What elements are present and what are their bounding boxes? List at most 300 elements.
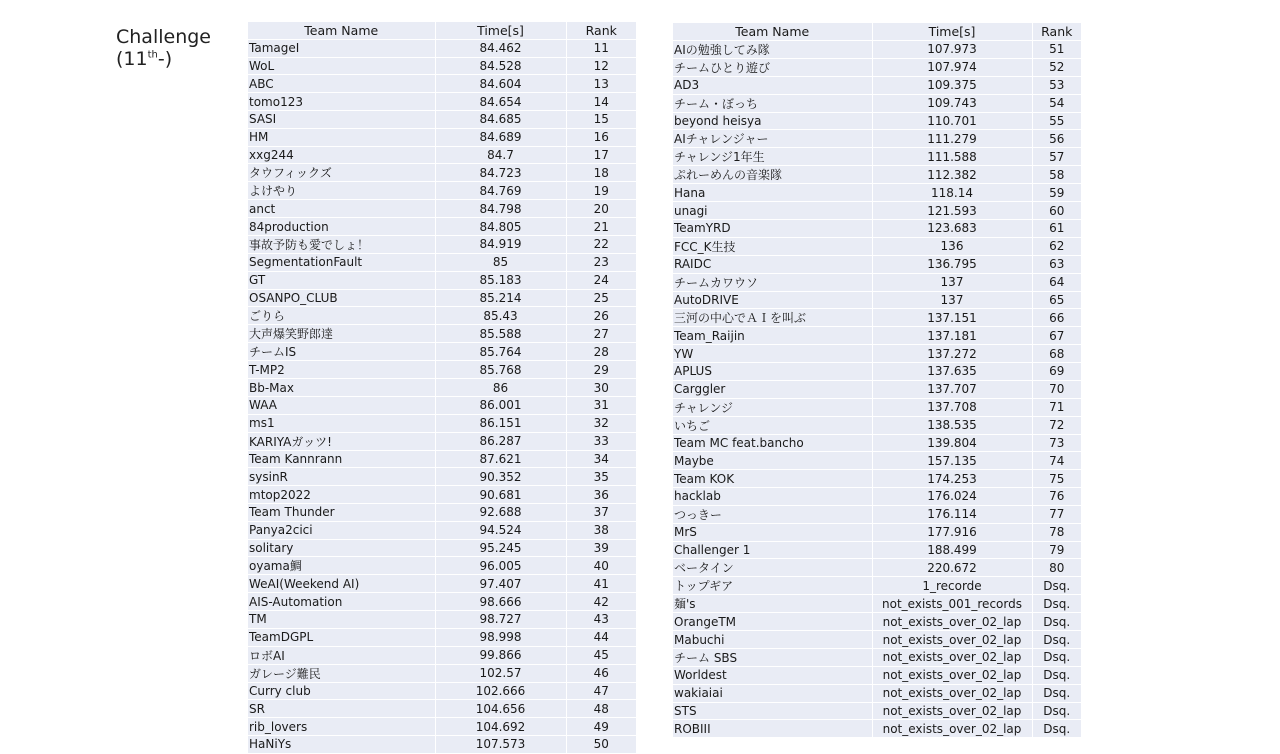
table-row	[673, 166, 1081, 184]
time-cell: 86.151	[435, 414, 566, 432]
table-row	[673, 666, 1081, 684]
table-row	[673, 523, 1081, 541]
team-name-cell: SASI	[248, 110, 435, 128]
rank-cell: 59	[1032, 184, 1081, 202]
team-name-cell: TeamDGPL	[248, 628, 435, 646]
team-name-cell: TM	[248, 610, 435, 628]
rank-cell: 75	[1032, 470, 1081, 488]
rank-cell: 64	[1032, 273, 1081, 291]
rank-cell: 74	[1032, 452, 1081, 470]
column-header-time: Time[s]	[435, 22, 566, 39]
table-row	[248, 646, 636, 664]
team-name-cell: WeAI(Weekend AI)	[248, 575, 435, 593]
table-row	[248, 414, 636, 432]
rank-cell: 29	[566, 361, 636, 379]
time-cell: 107.573	[435, 735, 566, 753]
team-name-cell: AIチャレンジャー	[673, 130, 872, 148]
table-row	[248, 164, 636, 182]
team-name-cell: チャレンジ1年生	[673, 148, 872, 166]
team-name-cell: wakiaiai	[673, 684, 872, 702]
team-name-cell: Team MC feat.bancho	[673, 434, 872, 452]
team-name-cell: hacklab	[673, 487, 872, 505]
rank-cell: 34	[566, 450, 636, 468]
time-cell: 104.692	[435, 718, 566, 736]
table-row	[248, 289, 636, 307]
rank-cell: 39	[566, 539, 636, 557]
rank-cell: 27	[566, 325, 636, 343]
table-row	[248, 628, 636, 646]
heading-subtitle: (11th-)	[116, 48, 173, 70]
rank-cell: 24	[566, 271, 636, 289]
team-name-cell: Challenger 1	[673, 541, 872, 559]
team-name-cell: タウフィックズ	[248, 164, 435, 182]
time-cell: not_exists_over_02_lap	[872, 720, 1032, 738]
table-row	[248, 700, 636, 718]
team-name-cell: TeamYRD	[673, 219, 872, 237]
page-heading	[116, 26, 211, 70]
rank-cell: 44	[566, 628, 636, 646]
time-cell: 84.654	[435, 93, 566, 111]
rank-cell: 53	[1032, 76, 1081, 94]
team-name-cell: チーム・ぼっち	[673, 94, 872, 112]
time-cell: not_exists_001_records	[872, 595, 1032, 613]
table-row	[248, 735, 636, 753]
rank-cell: 13	[566, 75, 636, 93]
rank-cell: 52	[1032, 58, 1081, 76]
time-cell: 176.024	[872, 487, 1032, 505]
rank-cell: 65	[1032, 291, 1081, 309]
team-name-cell: WAA	[248, 396, 435, 414]
table-row	[248, 539, 636, 557]
time-cell: 86	[435, 379, 566, 397]
table-row	[673, 559, 1081, 577]
table-row	[248, 396, 636, 414]
time-cell: 118.14	[872, 184, 1032, 202]
time-cell: 96.005	[435, 557, 566, 575]
team-name-cell: つっきー	[673, 505, 872, 523]
rank-cell: 48	[566, 700, 636, 718]
table-row	[248, 432, 636, 450]
time-cell: 174.253	[872, 470, 1032, 488]
rank-cell: 14	[566, 93, 636, 111]
team-name-cell: ベータイン	[673, 559, 872, 577]
time-cell: 90.681	[435, 486, 566, 504]
rank-cell: 55	[1032, 112, 1081, 130]
time-cell: 102.57	[435, 664, 566, 682]
table-row	[673, 541, 1081, 559]
time-cell: 136	[872, 237, 1032, 255]
rank-cell: 22	[566, 235, 636, 253]
team-name-cell: 事故予防も愛でしょ！	[248, 235, 435, 253]
table-row	[673, 684, 1081, 702]
table-row	[673, 40, 1081, 58]
team-name-cell: APLUS	[673, 362, 872, 380]
team-name-cell: チームひとり遊び	[673, 58, 872, 76]
table-row	[673, 112, 1081, 130]
team-name-cell: mtop2022	[248, 486, 435, 504]
team-name-cell: T-MP2	[248, 361, 435, 379]
rank-cell: 18	[566, 164, 636, 182]
team-name-cell: ごりら	[248, 307, 435, 325]
table-row	[673, 202, 1081, 220]
rank-cell: 73	[1032, 434, 1081, 452]
results-table-left	[248, 22, 636, 754]
table-row	[248, 200, 636, 218]
team-name-cell: ぷれーめんの音楽隊	[673, 166, 872, 184]
rank-cell: Dsq.	[1032, 613, 1081, 631]
rank-cell: 68	[1032, 345, 1081, 363]
team-name-cell: 84production	[248, 218, 435, 236]
rank-cell: 66	[1032, 309, 1081, 327]
table-row	[248, 271, 636, 289]
rank-cell: 76	[1032, 487, 1081, 505]
time-cell: not_exists_over_02_lap	[872, 666, 1032, 684]
team-name-cell: sysinR	[248, 468, 435, 486]
rank-cell: 20	[566, 200, 636, 218]
time-cell: 84.798	[435, 200, 566, 218]
time-cell: 102.666	[435, 682, 566, 700]
time-cell: 111.279	[872, 130, 1032, 148]
rank-cell: Dsq.	[1032, 648, 1081, 666]
table-row	[673, 345, 1081, 363]
table-row	[673, 273, 1081, 291]
time-cell: 99.866	[435, 646, 566, 664]
team-name-cell: AIS-Automation	[248, 593, 435, 611]
table-row	[248, 379, 636, 397]
table-row	[248, 307, 636, 325]
time-cell: 137.635	[872, 362, 1032, 380]
time-cell: not_exists_over_02_lap	[872, 684, 1032, 702]
time-cell: 85.764	[435, 343, 566, 361]
time-cell: 84.7	[435, 146, 566, 164]
table-row	[673, 255, 1081, 273]
rank-cell: 23	[566, 253, 636, 271]
team-name-cell: WoL	[248, 57, 435, 75]
rank-cell: 33	[566, 432, 636, 450]
table-row	[248, 39, 636, 57]
time-cell: 85.43	[435, 307, 566, 325]
team-name-cell: 麺's	[673, 595, 872, 613]
team-name-cell: チャレンジ	[673, 398, 872, 416]
table-row	[673, 76, 1081, 94]
time-cell: 92.688	[435, 503, 566, 521]
team-name-cell: anct	[248, 200, 435, 218]
team-name-cell: チームカワウソ	[673, 273, 872, 291]
column-header-time: Time[s]	[872, 23, 1032, 40]
table-row	[248, 146, 636, 164]
rank-cell: 26	[566, 307, 636, 325]
table-row	[673, 398, 1081, 416]
rank-cell: 57	[1032, 148, 1081, 166]
rank-cell: 16	[566, 128, 636, 146]
team-name-cell: GT	[248, 271, 435, 289]
time-cell: 85.214	[435, 289, 566, 307]
time-cell: not_exists_over_02_lap	[872, 631, 1032, 649]
rank-cell: 38	[566, 521, 636, 539]
time-cell: 188.499	[872, 541, 1032, 559]
time-cell: 137.151	[872, 309, 1032, 327]
time-cell: 98.998	[435, 628, 566, 646]
rank-cell: 61	[1032, 219, 1081, 237]
rank-cell: 25	[566, 289, 636, 307]
team-name-cell: Hana	[673, 184, 872, 202]
results-table-right	[673, 23, 1081, 738]
time-cell: 84.723	[435, 164, 566, 182]
table-row	[673, 291, 1081, 309]
table-row	[673, 184, 1081, 202]
time-cell: 85.768	[435, 361, 566, 379]
table-row	[248, 343, 636, 361]
rank-cell: 30	[566, 379, 636, 397]
team-name-cell: ms1	[248, 414, 435, 432]
table-row	[248, 235, 636, 253]
time-cell: 121.593	[872, 202, 1032, 220]
team-name-cell: SegmentationFault	[248, 253, 435, 271]
team-name-cell: AutoDRIVE	[673, 291, 872, 309]
rank-cell: 41	[566, 575, 636, 593]
rank-cell: 58	[1032, 166, 1081, 184]
team-name-cell: FCC_K生技	[673, 237, 872, 255]
table-row	[673, 505, 1081, 523]
rank-cell: 72	[1032, 416, 1081, 434]
table-row	[673, 148, 1081, 166]
time-cell: 177.916	[872, 523, 1032, 541]
time-cell: not_exists_over_02_lap	[872, 648, 1032, 666]
table-row	[248, 503, 636, 521]
rank-cell: 54	[1032, 94, 1081, 112]
rank-cell: 62	[1032, 237, 1081, 255]
table-row	[248, 468, 636, 486]
table-row	[673, 452, 1081, 470]
team-name-cell: HM	[248, 128, 435, 146]
rank-cell: 19	[566, 182, 636, 200]
time-cell: 84.604	[435, 75, 566, 93]
rank-cell: 78	[1032, 523, 1081, 541]
rank-cell: 79	[1032, 541, 1081, 559]
rank-cell: 63	[1032, 255, 1081, 273]
time-cell: not_exists_over_02_lap	[872, 613, 1032, 631]
table-row	[673, 94, 1081, 112]
team-name-cell: Maybe	[673, 452, 872, 470]
team-name-cell: Panya2cici	[248, 521, 435, 539]
time-cell: 97.407	[435, 575, 566, 593]
team-name-cell: Team Kannrann	[248, 450, 435, 468]
column-header-rank: Rank	[1032, 23, 1081, 40]
table-row	[248, 486, 636, 504]
rank-cell: 49	[566, 718, 636, 736]
time-cell: 137.181	[872, 327, 1032, 345]
time-cell: 84.462	[435, 39, 566, 57]
table-row	[673, 595, 1081, 613]
team-name-cell: Team KOK	[673, 470, 872, 488]
rank-cell: 56	[1032, 130, 1081, 148]
table-row	[248, 521, 636, 539]
team-name-cell: Team_Raijin	[673, 327, 872, 345]
column-header-rank: Rank	[566, 22, 636, 39]
table-row	[248, 718, 636, 736]
table-row	[673, 577, 1081, 595]
rank-cell: 46	[566, 664, 636, 682]
time-cell: 137	[872, 291, 1032, 309]
table-row	[673, 487, 1081, 505]
rank-cell: 42	[566, 593, 636, 611]
time-cell: 107.973	[872, 40, 1032, 58]
table-row	[673, 327, 1081, 345]
table-row	[248, 75, 636, 93]
time-cell: 111.588	[872, 148, 1032, 166]
table-row	[673, 237, 1081, 255]
team-name-cell: トップギア	[673, 577, 872, 595]
team-name-cell: 大声爆笑野郎達	[248, 325, 435, 343]
rank-cell: Dsq.	[1032, 631, 1081, 649]
time-cell: 137.707	[872, 380, 1032, 398]
rank-cell: 11	[566, 39, 636, 57]
time-cell: 98.727	[435, 610, 566, 628]
rank-cell: 69	[1032, 362, 1081, 380]
rank-cell: 36	[566, 486, 636, 504]
time-cell: 98.666	[435, 593, 566, 611]
team-name-cell: OSANPO_CLUB	[248, 289, 435, 307]
table-header-row	[248, 22, 636, 39]
table-row	[248, 182, 636, 200]
table-row	[248, 610, 636, 628]
time-cell: 110.701	[872, 112, 1032, 130]
table-row	[248, 128, 636, 146]
table-row	[673, 416, 1081, 434]
team-name-cell: チーム SBS	[673, 648, 872, 666]
table-row	[248, 57, 636, 75]
team-name-cell: TamageI	[248, 39, 435, 57]
rank-cell: 70	[1032, 380, 1081, 398]
rank-cell: 47	[566, 682, 636, 700]
team-name-cell: rib_lovers	[248, 718, 435, 736]
rank-cell: Dsq.	[1032, 577, 1081, 595]
team-name-cell: Bb-Max	[248, 379, 435, 397]
time-cell: 157.135	[872, 452, 1032, 470]
table-row	[248, 593, 636, 611]
table-row	[673, 309, 1081, 327]
rank-cell: 43	[566, 610, 636, 628]
rank-cell: 37	[566, 503, 636, 521]
table-row	[673, 130, 1081, 148]
time-cell: 109.743	[872, 94, 1032, 112]
table-row	[673, 219, 1081, 237]
table-row	[673, 648, 1081, 666]
heading-title: Challenge	[116, 26, 211, 48]
time-cell: 107.974	[872, 58, 1032, 76]
table-row	[248, 682, 636, 700]
table-row	[673, 362, 1081, 380]
rank-cell: 35	[566, 468, 636, 486]
team-name-cell: HaNiYs	[248, 735, 435, 753]
team-name-cell: Curry club	[248, 682, 435, 700]
time-cell: 220.672	[872, 559, 1032, 577]
time-cell: 84.689	[435, 128, 566, 146]
table-row	[248, 218, 636, 236]
team-name-cell: solitary	[248, 539, 435, 557]
table-row	[248, 557, 636, 575]
team-name-cell: beyond heisya	[673, 112, 872, 130]
time-cell: 84.769	[435, 182, 566, 200]
team-name-cell: xxg244	[248, 146, 435, 164]
time-cell: 84.805	[435, 218, 566, 236]
rank-cell: Dsq.	[1032, 684, 1081, 702]
team-name-cell: ガレージ難民	[248, 664, 435, 682]
time-cell: 138.535	[872, 416, 1032, 434]
time-cell: 84.685	[435, 110, 566, 128]
rank-cell: 67	[1032, 327, 1081, 345]
team-name-cell: oyama鯛	[248, 557, 435, 575]
rank-cell: Dsq.	[1032, 720, 1081, 738]
rank-cell: 15	[566, 110, 636, 128]
rank-cell: 80	[1032, 559, 1081, 577]
column-header-team-name: Team Name	[248, 22, 435, 39]
time-cell: 112.382	[872, 166, 1032, 184]
table-row	[673, 434, 1081, 452]
time-cell: 104.656	[435, 700, 566, 718]
table-row	[248, 253, 636, 271]
team-name-cell: unagi	[673, 202, 872, 220]
table-row	[673, 470, 1081, 488]
rank-cell: 28	[566, 343, 636, 361]
team-name-cell: ROBIII	[673, 720, 872, 738]
time-cell: 137.708	[872, 398, 1032, 416]
time-cell: 139.804	[872, 434, 1032, 452]
team-name-cell: Carggler	[673, 380, 872, 398]
rank-cell: 21	[566, 218, 636, 236]
time-cell: 1_recorde	[872, 577, 1032, 595]
time-cell: 85	[435, 253, 566, 271]
table-row	[673, 631, 1081, 649]
time-cell: 85.588	[435, 325, 566, 343]
time-cell: 176.114	[872, 505, 1032, 523]
table-row	[248, 110, 636, 128]
rank-cell: 50	[566, 735, 636, 753]
team-name-cell: Mabuchi	[673, 631, 872, 649]
table-row	[673, 58, 1081, 76]
time-cell: 86.001	[435, 396, 566, 414]
rank-cell: 71	[1032, 398, 1081, 416]
team-name-cell: RAIDC	[673, 255, 872, 273]
time-cell: 86.287	[435, 432, 566, 450]
rank-cell: 31	[566, 396, 636, 414]
team-name-cell: Team Thunder	[248, 503, 435, 521]
time-cell: 95.245	[435, 539, 566, 557]
rank-cell: 77	[1032, 505, 1081, 523]
team-name-cell: MrS	[673, 523, 872, 541]
table-row	[248, 664, 636, 682]
column-header-team-name: Team Name	[673, 23, 872, 40]
table-row	[673, 380, 1081, 398]
team-name-cell: KARIYAガッツ!	[248, 432, 435, 450]
rank-cell: Dsq.	[1032, 595, 1081, 613]
time-cell: 84.919	[435, 235, 566, 253]
team-name-cell: チームIS	[248, 343, 435, 361]
team-name-cell: STS	[673, 702, 872, 720]
time-cell: 84.528	[435, 57, 566, 75]
time-cell: 85.183	[435, 271, 566, 289]
table-row	[248, 93, 636, 111]
team-name-cell: AIの勉強してみ隊	[673, 40, 872, 58]
team-name-cell: Worldest	[673, 666, 872, 684]
team-name-cell: SR	[248, 700, 435, 718]
table-row	[673, 702, 1081, 720]
team-name-cell: ABC	[248, 75, 435, 93]
rank-cell: 60	[1032, 202, 1081, 220]
time-cell: 137	[872, 273, 1032, 291]
team-name-cell: ロボAI	[248, 646, 435, 664]
team-name-cell: いちご	[673, 416, 872, 434]
